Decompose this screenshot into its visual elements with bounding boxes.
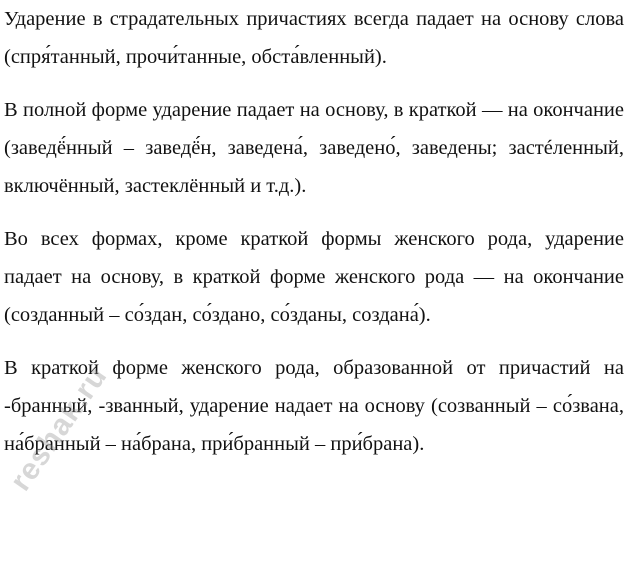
paragraph-2: В полной форме ударение падает на основу, в краткой — на окончание (заведё́нный – заведё́н, заведена́, заведено́, заведены; застéленный, включённый, застеклённый и т.д.). [4,99,624,197]
paragraph-1: Ударение в страдательных причастиях всегда падает на основу слова (спря́танный, прочи́танные, обста́вленный). [4,8,624,68]
watermark: reshak.ru [4,359,114,497]
paragraph-4: В краткой форме женского рода, образованной от причастий на -бранный, -званный, ударение надает на основу (созванный – со́звана, на́бранный – на́брана, при́бранный – при́брана). [4,357,624,455]
paragraph-3: Во всех формах, кроме краткой формы женского рода, ударение падает на основу, в краткой форме женского рода — на окончание (созданный – со́здан, со́здано, со́зданы, создана́). [4,228,624,326]
document-body [4,0,624,478]
